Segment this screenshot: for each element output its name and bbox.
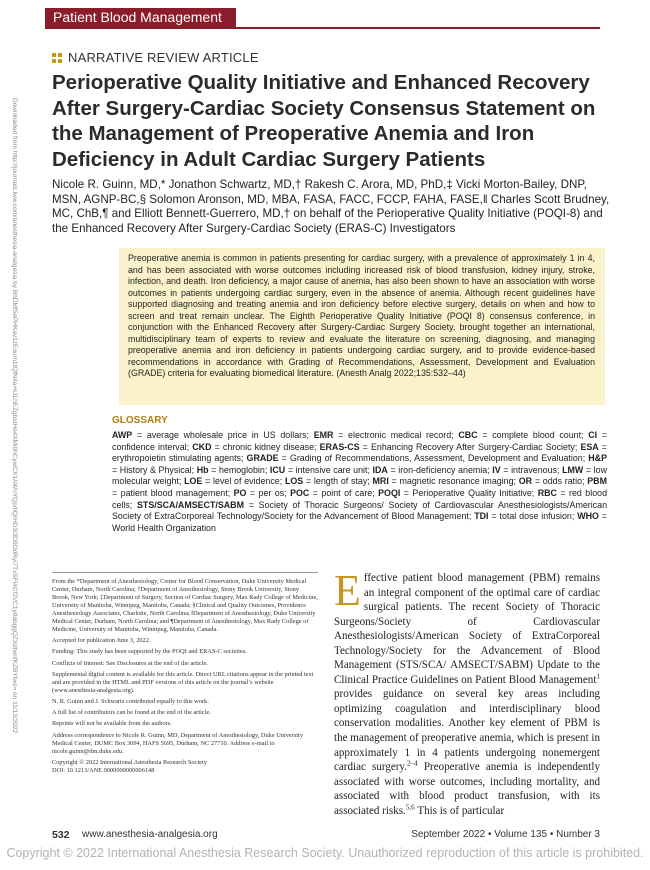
journal-link[interactable]: www.anesthesia-analgesia.org [82, 829, 218, 840]
glossary-term: CI [588, 430, 598, 440]
glossary-definition: = electronic medical record; [333, 430, 459, 440]
glossary-term: OR [518, 476, 533, 487]
glossary-definition: = iron-deficiency anemia; [387, 464, 493, 475]
glossary-definition: = complete blood count; [477, 430, 589, 440]
glossary-term: ICU [269, 464, 286, 475]
article-type-label: NARRATIVE REVIEW ARTICLE [68, 50, 259, 65]
glossary-definition: = low molecular weight; [112, 464, 607, 487]
glossary-term: EMR [313, 430, 334, 440]
footnote: Conflicts of Interest: See Disclosures at the end of the article. [52, 659, 208, 667]
glossary-term: LOE [184, 476, 203, 487]
body-run: This is of particular [414, 804, 505, 817]
footnote: Copyright © 2022 International Anesthesia Research Society DOI: 10.1213/ANE.0000000000006148 [52, 758, 207, 774]
glossary-heading: GLOSSARY [112, 415, 168, 426]
issue-info: September 2022 • Volume 135 • Number 3 [411, 829, 600, 840]
footnote: N. R. Guinn and J. Schwartz contributed equally to this work. [52, 697, 209, 705]
glossary-definition: = History & Physical; [112, 464, 197, 475]
glossary-definition: = Grading of Recommendations, Assessment, Development and Evaluation; [278, 453, 589, 464]
footnote: A full list of contributors can be found at the end of the article. [52, 709, 211, 717]
glossary-definition: = total dose infusion; [488, 511, 578, 522]
glossary-term: Hb [196, 464, 209, 475]
footnote: Supplemental digital content is available for this article. Direct URL citations appear in the printed text and are provided in the HTML and PDF versions of this article on the journal’s website (www.anesthesia-analgesia.org). [52, 670, 314, 694]
glossary-term: PO [233, 487, 247, 498]
glossary-term: IDA [372, 464, 388, 475]
glossary-definition: = confidence interval; [112, 430, 608, 452]
article-type [52, 50, 259, 65]
glossary-definition: = odds ratio; [532, 476, 588, 487]
glossary-definition: = World Health Organization [112, 511, 607, 533]
affiliation-footnotes [52, 578, 318, 778]
glossary-term: AWP [112, 430, 133, 440]
page-number: 532 [52, 829, 70, 841]
copyright-notice: Copyright © 2022 International Anesthesia Research Society. Unauthorized reproduction of this article is prohibited. [6, 846, 644, 860]
glossary-term: TDI [474, 511, 489, 522]
glossary-term: H&P [588, 453, 607, 464]
glossary-term: LMW [562, 464, 584, 475]
abstract-box: Preoperative anemia is common in patients presenting for cardiac surgery, with a prevalence of approximately 1 in 4, and has been associated with worse outcomes including increased risk of blood transfusion, kidney injury, stroke, infection, and death. Iron deficiency, a major cause of anemia, has also been shown to have an association with worse outcomes in patients undergoing cardiac surgery, even in the absence of anemia. Although recent guidelines have supported diagnosing and treating anemia and iron deficiency before elective surgery, details on when and how to screen and treat remain unclear. The Eighth Perioperative Quality Initiative (POQI 8) consensus conference, in conjunction with the Enhanced Recovery after Surgery-Cardiac Surgery Society, brought together an international, multidisciplinary team of experts to review and evaluate the literature on screening, diagnosing, and managing preoperative anemia and iron deficiency in patients undergoing cardiac surgery, and to provide evidence-based recommendations in accordance with Grading of Recommendations, Assessment, Development and Evaluation (GRADE) criteria for evaluating biomedical literature. (Anesth Analg 2022;135:532–44) [119, 248, 605, 405]
citation[interactable]: 1 [596, 672, 600, 681]
glossary-definition: = intravenous; [500, 464, 563, 475]
glossary-definition: = per os; [246, 487, 291, 498]
header-bar [0, 0, 650, 34]
glossary-term: POQI [378, 487, 401, 498]
drop-cap: E [334, 566, 361, 615]
glossary-definition: = point of care; [309, 487, 379, 498]
glossary-term: RBC [537, 487, 557, 498]
body-run: ffective patient blood management (PBM) remains an integral component of the optimal care of cardiac surgical patients. The recent Society of Thoracic Surgeons/Society of Cardiovascular Anesthesiologists/American Society of ExtraCorporeal Technology/Society for the Advancement of Blood Management (STS/SCA/ AMSECT/SABM) Update to the Clinical Practice Guidelines on Patient Blood Management [334, 572, 600, 686]
footnote: Funding: This study has been supported by the POQI and ERAS-C societies. [52, 648, 247, 656]
glossary-term: STS/SCA/AMSECT/SABM [136, 499, 244, 510]
page-footer [52, 829, 600, 843]
body-run: Preoperative anemia is independently associated with worse outcomes, including mortality, and associated with blood product transfusion, with its associated risks. [334, 761, 600, 817]
glossary-term: CKD [192, 441, 212, 452]
glossary-definition: = magnetic resonance imaging; [388, 476, 519, 487]
glossary-definition: = red blood cells; [112, 487, 608, 510]
header-rule [45, 27, 600, 29]
footnote: Accepted for publication June 3, 2022. [52, 637, 151, 645]
glossary-term: ESA [580, 441, 599, 452]
article-title: Perioperative Quality Initiative and Enhanced Recovery After Surgery-Cardiac Society Consensus Statement on the Management of Preoperative Anemia and Iron Deficiency in Adult Cardiac Surgery Patients [52, 71, 596, 171]
glossary-term: CBC [458, 430, 478, 440]
glossary-term: LOS [284, 476, 304, 487]
footnote: Reprints will not be available from the authors. [52, 720, 172, 728]
glossary-definition: = Society of Thoracic Surgeons/ Society of Cardiovascular Anesthesiologists/American Society of ExtraCorporeal Technology/Society for the Advancement of Blood Management; [112, 499, 608, 522]
glossary-definition: = average wholesale price in US dollars; [132, 430, 314, 440]
glossary-definition: = Perioperative Quality Initiative; [400, 487, 538, 498]
glossary-term: PBM [587, 476, 607, 487]
glossary-term: WHO [577, 511, 599, 522]
citation[interactable]: 5,6 [405, 803, 415, 812]
glossary-definition: = chronic kidney disease; [211, 441, 320, 452]
citation[interactable]: 2–4 [407, 759, 418, 768]
glossary-term: IV [492, 464, 501, 475]
glossary-term: POC [290, 487, 310, 498]
section-label: Patient Blood Management [45, 8, 236, 27]
footnote: Address correspondence to Nicole R. Guinn, MD, Department of Anesthesiology, Duke University Medical Center, DUMC Box 3094, HAFS 5695, Durham, NC 27710. Address e-mail to nicole.guinn@dm.duke.edu. [52, 731, 303, 755]
body-text [334, 566, 600, 818]
body-run: provides guidance on several key areas including optimizing coagulation and interdisciplinary blood conservation modalities. Another key element of PBM is the management of preoperative anemia, which is present in approximately 1 in 4 patients undergoing nonemergent cardiac surgery. [334, 688, 600, 774]
glossary-definition: = erythropoietin stimulating agents; [112, 441, 607, 464]
glossary-definition: = patient blood management; [112, 487, 234, 498]
glossary-definition: = Enhancing Recovery After Surgery-Cardiac Society; [359, 441, 581, 452]
squares-icon [52, 53, 62, 63]
glossary-definition: = intensive care unit; [285, 464, 373, 475]
glossary-term: MRI [372, 476, 389, 487]
glossary-term: ERAS-CS [319, 441, 360, 452]
download-watermark: Downloaded from http://journals.lww.com/anesthesia-analgesia by BhDMf5ePHKav1zEoum1tQfN4a+kJLhEZgbsIHo4XMi0hCywCX1AWnYQp/IlQrHD3i3D0OdRyi7TvSFl4Cf3VC1y0abggQZXdtwnfKZBYtws= on 11/13/2022 [11, 98, 18, 734]
glossary-text [112, 430, 607, 534]
footnote-divider [52, 572, 318, 573]
author-list: Nicole R. Guinn, MD,* Jonathon Schwartz, MD,† Rakesh C. Arora, MD, PhD,‡ Vicki Morton-Bailey, DNP, MSN, AGNP-BC,§ Solomon Aronson, MD, MBA, FASA, FACC, FCCP, FAHA, FASE,‖ Charles Scott Brudney, MC, ChB,¶ and Elliott Bennett-Guerrero, MD,† on behalf of the Perioperative Quality Initiative (POQI-8) and the Enhanced Recovery After Surgery-Cardiac Society (ERAS-C) Investigators [52, 178, 610, 235]
glossary-definition: = length of stay; [303, 476, 373, 487]
glossary-definition: = level of evidence; [202, 476, 285, 487]
footnote: From the *Department of Anesthesiology, Center for Blood Conservation, Duke University Medical Center, Durham, North Carolina; †Department of Anesthesiology, Stony Brook University, Stony Brook, New York; ‡Department of Surgery, Section of Cardiac Surgery, Max Rady College of Medicine, University of Manitoba, Winnipeg, Manitoba, Canada; §Clinical and Quality Outcomes, Providence Anesthesiology Associates, Charlotte, North Carolina; ‖Department of Anesthesiology, Duke University Medical Center, Durham, North Carolina; and ¶Department of Anesthesiology, Max Rady College of Medicine, University of Manitoba, Winnipeg, Manitoba, Canada. [52, 578, 318, 633]
glossary-definition: = hemoglobin; [208, 464, 270, 475]
glossary-term: GRADE [246, 453, 279, 464]
